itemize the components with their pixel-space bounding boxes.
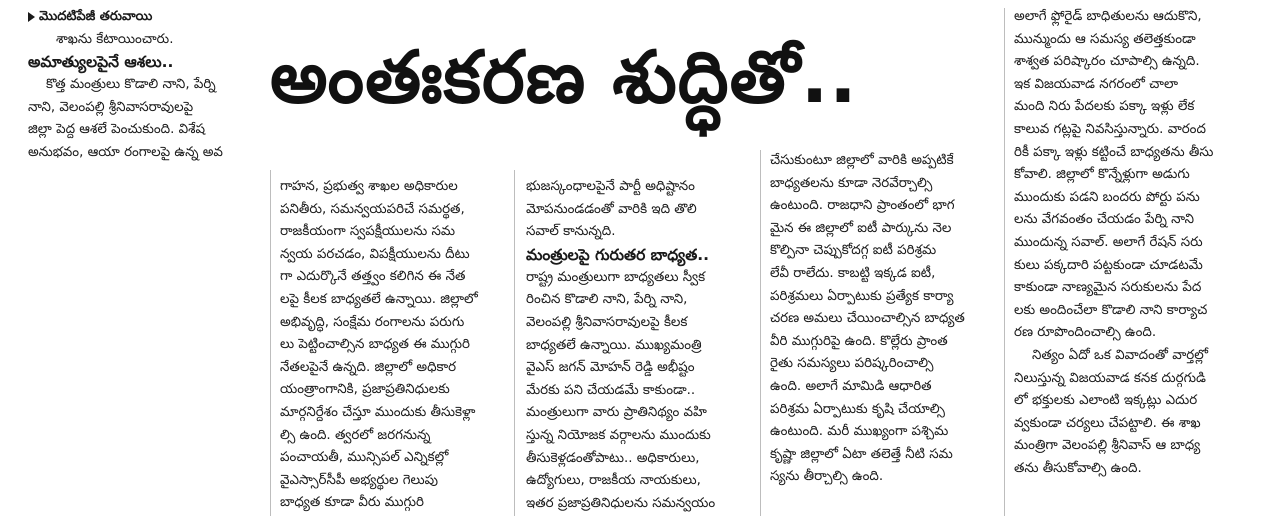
text-line: జిల్లా పెద్ద ఆశలే పెంచుకుంది. విశేష (28, 122, 206, 138)
text-line: ఉంది. అలాగే మామిడి ఆధారిత (770, 378, 932, 394)
text-line: చరణ అమలు చేయించాల్సిన బాధ్యత (770, 311, 965, 327)
text-line: కాలువ గట్లపై నివసిస్తున్నారు. వారంద (1014, 121, 1206, 137)
text-line: యంత్రాంగానికి, ప్రజాప్రతినిధులకు (280, 382, 450, 398)
column-divider (1004, 8, 1005, 516)
text-line: వీరి ముగ్గురిపై ఉంది. కొల్లేరు ప్రాంత (770, 333, 948, 349)
text-line: ముందుకు పడని బందరు పోర్టు పను (1014, 189, 1200, 205)
text-line: వెలంపల్లి శ్రీనివాసరావులపై కీలక (526, 314, 688, 330)
text-line: తీసుకెళ్లడంతోపాటు.. అధికారులు, (526, 450, 700, 466)
text-line: మంది నిరు పేదలకు పక్కా ఇళ్లు లేక (1014, 99, 1195, 115)
text-line: గా ఎదుర్కొనే తత్త్వం కలిగిన ఈ నేత (280, 269, 466, 285)
text-line: బాధ్యతలే ఉన్నాయి. ముఖ్యమంత్రి (526, 337, 702, 353)
left-column (28, 6, 260, 165)
text-line: చేసుకుంటూ జిల్లాలో వారికి అప్పటికే (770, 153, 954, 168)
text-line: ల్సి ఉంది. త్వరలో జరగనున్న (280, 427, 431, 443)
text-line: రైతు సమస్యలు పరిష్కరించాల్సి (770, 356, 934, 372)
text-line: రాజకీయంగా స్వపక్షీయులను సమ (280, 224, 456, 240)
text-line: మున్ముందు ఆ సమస్య తలెత్తకుండా (1014, 31, 1196, 47)
text-line: నేతలపైనే ఉన్నది. జిల్లాలో అధికార (280, 359, 457, 375)
text-line: అభివృద్ధి, సంక్షేమ రంగాలను పరుగు (280, 314, 465, 330)
text-line: పనితీరు, సమన్వయపరిచే సమర్థత, (280, 201, 465, 217)
text-line: పరిశ్రమ ఏర్పాటుకు కృషి చేయాల్సి (770, 401, 945, 417)
text-line: లకు అందించేలా కొడాలి నాని కార్యాచ (1014, 302, 1208, 318)
text-line: అలాగే ఫ్లోరైడ్ బాధితులను ఆదుకొని, (1014, 9, 1202, 24)
text-line: లను వేగవంతం చేయడం పేర్ని నాని (1014, 212, 1195, 228)
column-divider (270, 170, 271, 516)
text-line: స్తున్న నియోజక వర్గాలను ముందుకు (526, 427, 711, 443)
text-line: కొల్పినా చెప్పుకోదగ్గ ఐటీ పరిశ్రమ (770, 243, 937, 259)
text-line: మంత్రులుగా వారు ప్రాతినిథ్యం వహి (526, 405, 707, 421)
headline: అంతఃకరణ శుద్ధితో.. (270, 35, 858, 119)
text-line: తను తీసుకోవాల్సి ఉంది. (1014, 460, 1142, 476)
text-line: కోవాలి. జిల్లాలో కొన్నేళ్లుగా అడుగు (1014, 167, 1190, 183)
text-line: లపై కీలక బాధ్యతలే ఉన్నాయి. జిల్లాలో (280, 291, 478, 307)
text-line: కులు పక్కదారి పట్టకుండా చూడటమే (1014, 257, 1203, 273)
text-line: పరిశ్రమలు ఏర్పాటుకు ప్రత్యేక కార్యా (770, 288, 954, 304)
text-line: మంత్రిగా వెలంపల్లి శ్రీనివాస్ ఆ బాధ్య (1014, 438, 1201, 454)
article-column-2 (526, 176, 752, 515)
text-line: కాకుండా నాణ్యమైన సరుకులను పేద (1014, 280, 1202, 296)
text-line: స్యను తీర్చాల్సి ఉంది. (770, 469, 884, 485)
text-line: రికీ పక్కా ఇళ్లు కట్టించే బాధ్యతను తీసు (1014, 144, 1214, 160)
triangle-icon (28, 12, 35, 22)
text-line: నాని, వెలంపల్లి శ్రీనివాసరావులపై (28, 99, 194, 115)
text-line: వైఎస్సార్‌సీపీ అభ్యర్థుల గెలుపు (280, 472, 439, 488)
text-line: పంచాయతీ, మున్సిపల్ ఎన్నికల్లో (280, 450, 449, 466)
text-line: మార్గనిర్దేశం చేస్తూ ముందుకు తీసుకెళ్లా (280, 404, 476, 420)
text-line: రణ రూపొందించాల్సి ఉంది. (1014, 325, 1157, 341)
text-line: కొత్త మంత్రులు కొడాలి నాని, పేర్ని (46, 77, 216, 93)
text-line: మోపనుండడంతో వారికి ఇది తొలి (526, 201, 697, 217)
text-line: లు పెట్టించాల్సిన బాధ్యత ఈ ముగ్గురి (280, 337, 470, 353)
subheading: మంత్రులపై గురుతర బాధ్యత.. (526, 245, 710, 264)
article-column-3 (770, 150, 994, 489)
text-line: ముందున్న సవాల్. అలాగే రేషన్ సరు (1014, 234, 1203, 250)
text-line: రాష్ట్ర మంత్రులుగా బాధ్యతలు స్వీక (526, 269, 706, 285)
continued-label: మొదటిపేజీ తరువాయి (28, 6, 260, 29)
article-column-1 (280, 176, 502, 515)
text-line: మైన ఈ జిల్లాలో ఐటీ పార్కును నెల (770, 220, 952, 236)
column-divider (760, 150, 761, 516)
text-line: లేవీ రాలేదు. కాబట్టి ఇక్కడ ఐటీ, (770, 265, 936, 281)
text-line: సవాల్ కానున్నది. (526, 224, 616, 240)
text-line: శాశ్వత పరిష్కారం చూపాల్సి ఉన్నది. (1014, 54, 1200, 70)
text-line: గాహన, ప్రభుత్వ శాఖల అధికారుల (280, 179, 458, 194)
text-line: నిలుస్తున్న విజయవాడ కనక దుర్గగుడి (1014, 370, 1206, 386)
text-line: బాధ్యతలను కూడా నెరవేర్చాల్సి (770, 175, 933, 191)
text-line: ఉంటుంది. రాజధాని ప్రాంతంలో భాగ (770, 198, 955, 214)
text-line: శాఖను కేటాయించారు. (56, 31, 174, 47)
text-line: న్వయ పరచడం, విపక్షీయులను దీటు (280, 246, 470, 262)
text-line: బాధ్యత కూడా వీరు ముగ్గురి (280, 495, 424, 511)
text-line: ఇక విజయవాడ నగరంలో చాలా (1014, 76, 1178, 92)
article-column-4 (1014, 6, 1246, 480)
text-line: వ్వకుండా చర్యలు చేపట్టాలి. ఈ శాఖ (1014, 415, 1201, 431)
text-line: ఉంటుంది. మరీ ముఖ్యంగా పశ్చిమ (770, 424, 949, 440)
subheading: అమాత్యులపైనే ఆశలు.. (28, 53, 174, 72)
text-line: లో భక్తులకు ఎలాంటి ఇక్కట్లు ఎదుర (1014, 393, 1198, 409)
text-line: నిత్యం ఏదో ఒక వివాదంతో వార్తల్లో (1032, 347, 1208, 363)
text-line: వైఎస్ జగన్ మోహన్ రెడ్డి అభీష్టం (526, 360, 695, 376)
text-line: భుజస్కంధాలపైనే పార్టీ అధిష్టానం (526, 179, 695, 194)
text-line: మేరకు పని చేయడమే కాకుండా.. (526, 382, 696, 398)
column-divider (514, 170, 515, 516)
text-line: కృష్ణా జిల్లాలో ఏటా తలెత్తే నీటి సమ (770, 446, 953, 462)
text-line: అనుభవం, ఆయా రంగాలపై ఉన్న అవ (28, 144, 223, 160)
text-line: రించిన కొడాలి నాని, పేర్ని నాని, (526, 292, 688, 308)
text-line: ఉద్యోగులు, రాజకీయ నాయకులు, (526, 473, 701, 489)
text-line: ఇతర ప్రజాప్రతినిధులను సమన్వయం (526, 495, 716, 511)
